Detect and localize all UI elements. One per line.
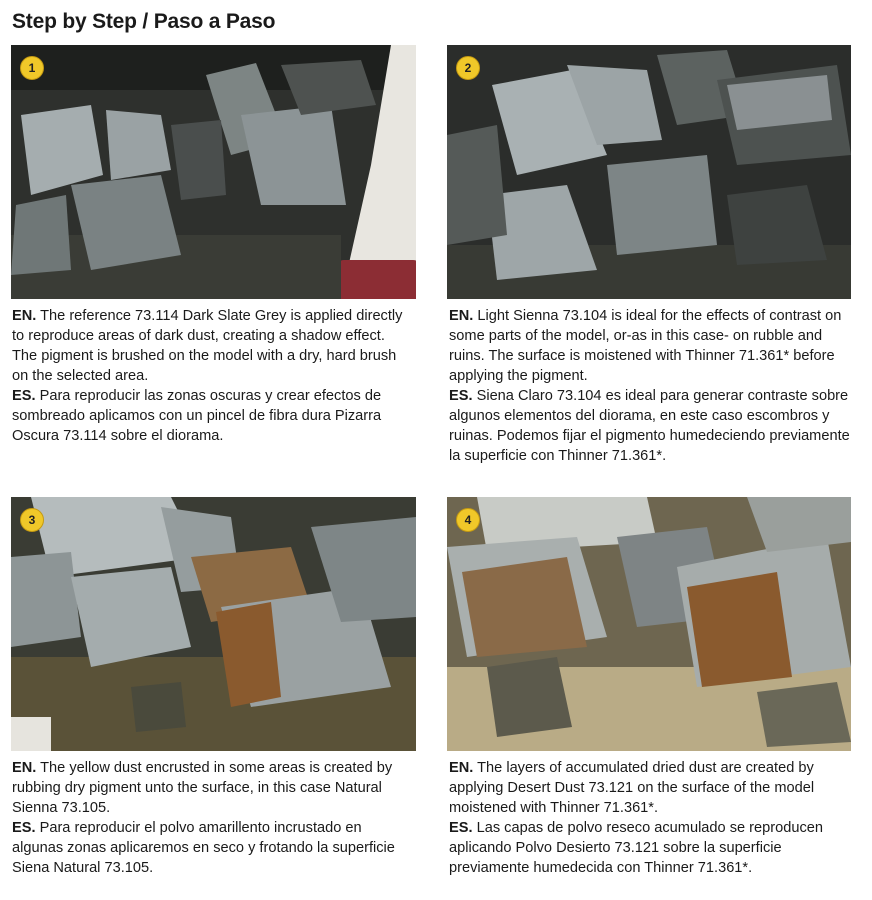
step-4-photo	[447, 497, 851, 751]
page-title: Step by Step / Paso a Paso	[12, 10, 276, 33]
step-2-photo	[447, 45, 851, 299]
step-1-badge: 1	[20, 56, 44, 80]
step-3-badge: 3	[20, 508, 44, 532]
step-1-es: ES. Para reproducir las zonas oscuras y crear efectos de sombreado aplicamos con un pincel de fibra dura Pizarra Oscura 73.114 sobre el diorama.	[12, 388, 382, 444]
step-2-text	[449, 306, 853, 466]
step-4-text	[449, 758, 853, 878]
step-1-en: EN. The reference 73.114 Dark Slate Grey is applied directly to reproduce areas of dark dust, creating a shadow effect. The pigment is brushed on the model with a dry, hard brush on the selected area.	[12, 308, 403, 384]
step-2-en: EN. Light Sienna 73.104 is ideal for the effects of contrast on some parts of the model, or-as in this case- on rubble and ruins. The surface is moistened with Thinner 71.361* before applying the pigment.	[449, 308, 842, 384]
step-3-text	[12, 758, 412, 878]
step-4-badge: 4	[456, 508, 480, 532]
step-3-en: EN. The yellow dust encrusted in some areas is created by rubbing dry pigment unto the surface, in this case Natural Sienna 73.105.	[12, 760, 393, 816]
step-2-badge: 2	[456, 56, 480, 80]
step-4-es: ES. Las capas de polvo reseco acumulado se reproducen aplicando Polvo Desierto 73.121 sobre la superficie previamente humedecida con Thinner 71.361*.	[449, 820, 824, 876]
step-3-photo	[11, 497, 416, 751]
step-3-es: ES. Para reproducir el polvo amarillento incrustado en algunas zonas aplicaremos en seco y frotando la superficie Siena Natural 73.105.	[12, 820, 395, 876]
step-2-es: ES. Siena Claro 73.104 es ideal para generar contraste sobre algunos elementos del diorama, en este caso escombros y ruinas. Podemos fijar el pigmento humedeciendo previamente la superficie con Thinner 71.361*.	[449, 388, 850, 464]
step-4-en: EN. The layers of accumulated dried dust are created by applying Desert Dust 73.121 on the surface of the model moistened with Thinner 71.361*.	[449, 760, 815, 816]
step-1-photo	[11, 45, 416, 299]
step-1-text	[12, 306, 412, 446]
